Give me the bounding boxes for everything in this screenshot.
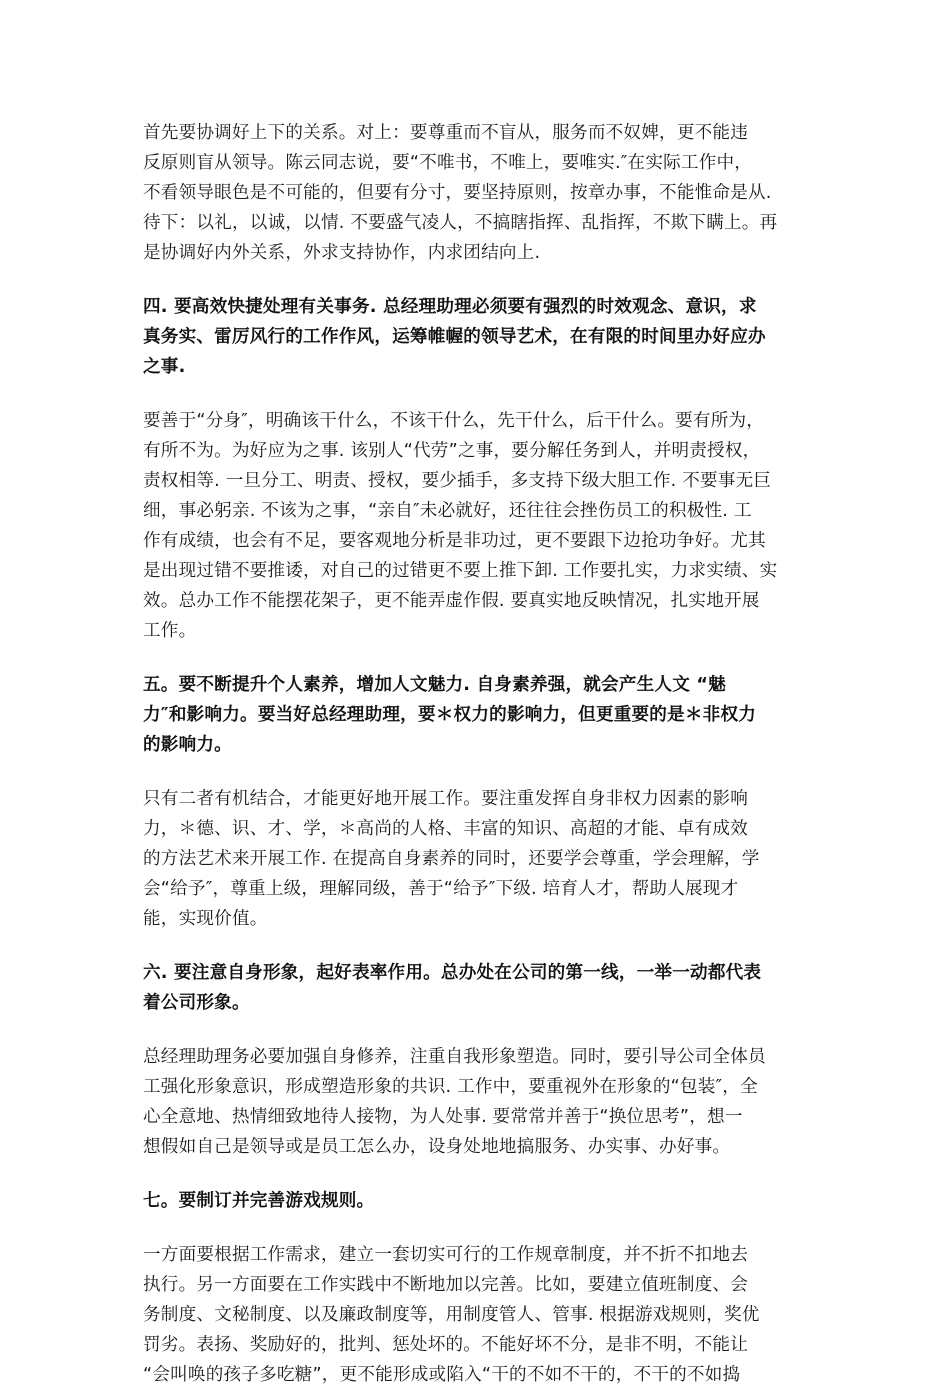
text-line: 效。总办工作不能摆花架子，更不能弄虚作假. 要真实地反映情况，扎实地开展 <box>143 591 760 611</box>
text-line: 是出现过错不要推诿，对自己的过错更不要上推下卸. 工作要扎实，力求实绩、实 <box>143 561 778 581</box>
text-line: 只有二者有机结合，才能更好地开展工作。要注重发挥自身非权力因素的影响 <box>143 789 748 809</box>
paragraph-rules <box>143 1240 810 1390</box>
heading-line: 的影响力。 <box>143 735 232 755</box>
section-heading-4 <box>143 292 810 382</box>
heading-line: 六. 要注意自身形象，起好表率作用。总办处在公司的第一线，一举一动都代表 <box>143 963 762 983</box>
text-line: 务制度、文秘制度、以及廉政制度等，用制度管人、管事. 根据游戏规则，奖优 <box>143 1305 760 1325</box>
text-line: 是协调好内外关系，外求支持协作，内求团结向上. <box>143 243 541 263</box>
paragraph-delegation <box>143 406 810 646</box>
text-line: 要善于“分身″，明确该干什么，不该干什么，先干什么，后干什么。要有所为， <box>143 411 765 431</box>
text-line: 责权相等. 一旦分工、明责、授权，要少插手，多支持下级大胆工作. 不要事无巨 <box>143 471 772 491</box>
text-line: 心全意地、热情细致地待人接物，为人处事. 要常常并善于“换位思考”，想一 <box>143 1107 743 1127</box>
text-line: 想假如自己是领导或是员工怎么办，设身处地地搞服务、办实事、办好事。 <box>143 1137 731 1157</box>
text-line: “会叫唤的孩子多吃糖”，更不能形成或陷入“干的不如不干的，不干的不如捣 <box>143 1365 741 1385</box>
text-line: 能，实现价值。 <box>143 909 268 929</box>
heading-line: 着公司形象。 <box>143 993 250 1013</box>
text-line: 执行。另一方面要在工作实践中不断地加以完善。比如，要建立值班制度、会 <box>143 1275 748 1295</box>
heading-line: 力″和影响力。要当好总经理助理，要＊权力的影响力，但更重要的是＊非权力 <box>143 705 757 725</box>
paragraph-image <box>143 1042 810 1162</box>
text-line: 不看领导眼色是不可能的，但要有分寸，要坚持原则，按章办事，不能惟命是从. <box>143 183 772 203</box>
text-line: 有所不为。为好应为之事. 该别人“代劳”之事，要分解任务到人，并明责授权， <box>143 441 761 461</box>
section-heading-7 <box>143 1186 810 1216</box>
text-line: 力，＊德、识、才、学，＊高尚的人格、丰富的知识、高超的才能、卓有成效 <box>143 819 748 839</box>
section-heading-6 <box>143 958 810 1018</box>
text-line: 细，事必躬亲. 不该为之事，“亲自″未必就好，还往往会挫伤员工的积极性. 工 <box>143 501 752 521</box>
text-line: 工作。 <box>143 621 197 641</box>
document-body <box>143 118 810 1390</box>
text-line: 的方法艺术来开展工作. 在提高自身素养的同时，还要学会尊重，学会理解，学 <box>143 849 760 869</box>
heading-line: 之事. <box>143 357 186 377</box>
text-line: 总经理助理务必要加强自身修养，注重自我形象塑造。同时，要引导公司全体员 <box>143 1047 766 1067</box>
paragraph-coordination <box>143 118 810 268</box>
heading-line: 真务实、雷厉风行的工作作风，运筹帷幄的领导艺术，在有限的时间里办好应办 <box>143 327 766 347</box>
paragraph-influence <box>143 784 810 934</box>
text-line: 待下：以礼，以诚，以情. 不要盛气凌人，不搞瞎指挥、乱指挥，不欺下瞒上。再 <box>143 213 778 233</box>
text-line: 工强化形象意识，形成塑造形象的共识. 工作中，要重视外在形象的“包装″，全 <box>143 1077 758 1097</box>
text-line: 会“给予″，尊重上级，理解同级，善于“给予″下级. 培育人才，帮助人展现才 <box>143 879 739 899</box>
text-line: 首先要协调好上下的关系。对上：要尊重而不盲从，服务而不奴婢，更不能违 <box>143 123 748 143</box>
text-line: 反原则盲从领导。陈云同志说，要“不唯书，不唯上，要唯实.″在实际工作中， <box>143 153 753 173</box>
text-line: 罚劣。表扬、奖励好的，批判、惩处坏的。不能好坏不分，是非不明，不能让 <box>143 1335 748 1355</box>
text-line: 作有成绩，也会有不足，要客观地分析是非功过，更不要跟下边抢功争好。尤其 <box>143 531 766 551</box>
section-heading-5 <box>143 670 810 760</box>
heading-line: 七。要制订并完善游戏规则。 <box>143 1191 375 1211</box>
heading-line: 五。要不断提升个人素养，增加人文魅力. 自身素养强，就会产生人文 “魅 <box>143 675 726 695</box>
text-line: 一方面要根据工作需求，建立一套切实可行的工作规章制度，并不折不扣地去 <box>143 1245 748 1265</box>
heading-line: 四. 要高效快捷处理有关事务. 总经理助理必须要有强烈的时效观念、意识，求 <box>143 297 757 317</box>
